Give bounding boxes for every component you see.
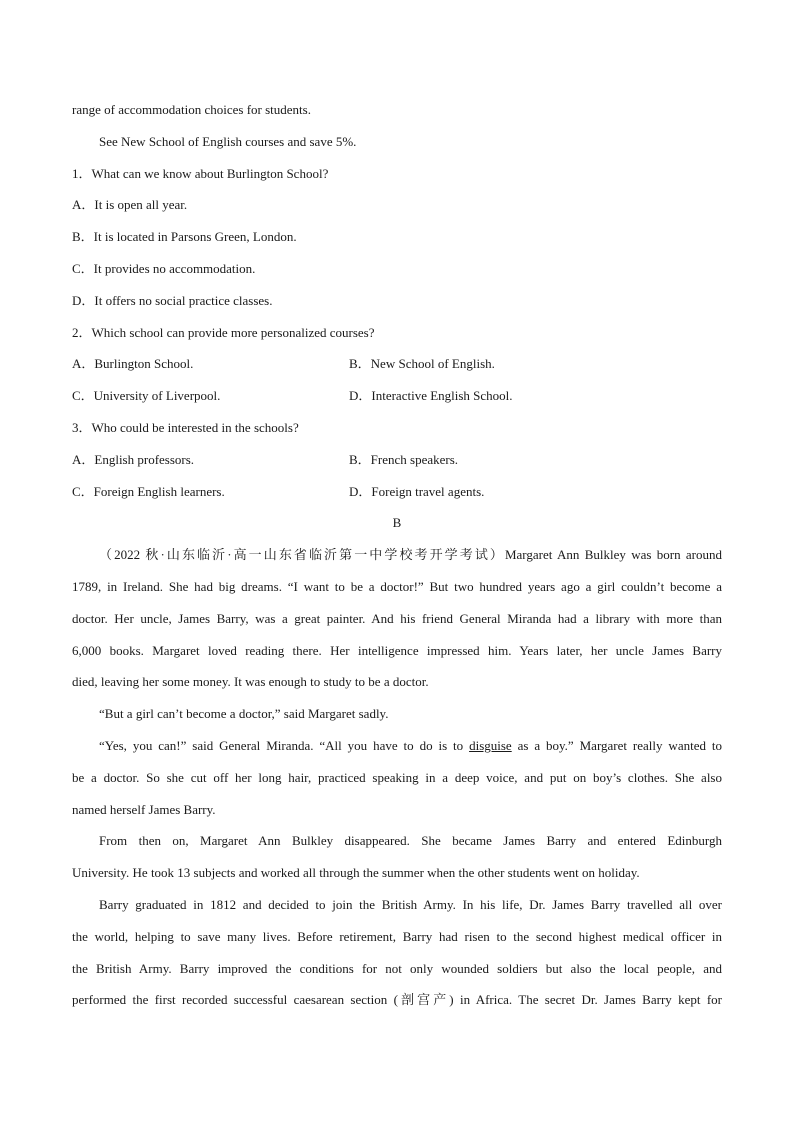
question-3-option-d: D．Foreign travel agents. (349, 483, 485, 499)
paragraph-3-text-before: “Yes, you can!” said General Miranda. “All you have to do is to (99, 737, 470, 753)
paragraph-4-line-1: From then on, Margaret Ann Bulkley disappeared. She became James Barry and entered Edinburgh (99, 833, 722, 849)
question-3-options-row-2 (72, 482, 722, 514)
question-2-option-c: C．University of Liverpool. (72, 388, 221, 404)
question-1-option-a: A．It is open all year. (72, 197, 188, 213)
paragraph-5-line-1: Barry graduated in 1812 and decided to join the British Army. In his life, Dr. James Barry travelled all over (99, 896, 722, 912)
paragraph-4-line-2: University. He took 13 subjects and worked all through the summer when the other students went on holiday. (72, 865, 640, 881)
question-3-stem: 3．Who could be interested in the schools? (72, 419, 299, 435)
question-3-option-b: B．French speakers. (349, 451, 459, 467)
question-2-option-a: A．Burlington School. (72, 356, 194, 372)
paragraph-1-line-4: 6,000 books. Margaret loved reading there. Her intelligence impressed him. Years later, her uncle James Barry (72, 642, 722, 658)
paragraph-1-line-5: died, leaving her some money. It was enough to study to be a doctor. (72, 674, 429, 690)
question-2-options-row-2 (72, 386, 722, 418)
question-2-stem: 2．Which school can provide more personalized courses? (72, 324, 375, 340)
paragraph-1-line-3: doctor. Her uncle, James Barry, was a great painter. And his friend General Miranda had a library with more than (72, 610, 722, 626)
question-1-option-d: D．It offers no social practice classes. (72, 292, 273, 308)
question-1-option-c: C．It provides no accommodation. (72, 260, 256, 276)
question-3-option-a: A．English professors. (72, 451, 195, 467)
offer-line: See New School of English courses and save 5%. (99, 133, 357, 149)
paragraph-1-line-2: 1789, in Ireland. She had big dreams. “I want to be a doctor!” But two hundred years ago a girl couldn’t become a (72, 578, 722, 594)
paragraph-3-line-3: named herself James Barry. (72, 801, 216, 817)
continued-line: range of accommodation choices for students. (72, 102, 311, 117)
question-2-option-d: D．Interactive English School. (349, 388, 513, 404)
paragraph-5-line-2: the world, helping to save many lives. Before retirement, Barry had risen to the second highest medical officer in (72, 928, 722, 944)
paragraph-3-line-1 (72, 736, 722, 768)
underlined-word-disguise: disguise (469, 737, 512, 753)
paragraph-5-line-4: performed the first recorded successful caesarean section (剖宫产) in Africa. The secret Dr. James Barry kept for (72, 992, 722, 1008)
question-3-options-row-1 (72, 450, 722, 482)
question-1-option-b: B．It is located in Parsons Green, London. (72, 229, 297, 245)
paragraph-3-text-after: as a boy.” Margaret really wanted to (511, 737, 722, 753)
question-3-option-c: C．Foreign English learners. (72, 483, 225, 499)
document-page (72, 100, 722, 1022)
paragraph-1-line-1: （2022 秋·山东临沂·高一山东省临沂第一中学校考开学考试）Margaret Ann Bulkley was born around (99, 547, 722, 563)
paragraph-2: “But a girl can’t become a doctor,” said Margaret sadly. (99, 706, 389, 722)
question-1-stem: 1．What can we know about Burlington School? (72, 165, 329, 181)
paragraph-5-line-3: the British Army. Barry improved the conditions for not only wounded soldiers but also the local people, and (72, 960, 722, 976)
paragraph-3-line-2: be a doctor. So she cut off her long hair, practiced speaking in a deep voice, and put on boy’s clothes. She also (72, 769, 722, 785)
question-2-option-b: B．New School of English. (349, 356, 495, 372)
question-2-options-row-1 (72, 354, 722, 386)
passage-heading: B (392, 515, 402, 531)
